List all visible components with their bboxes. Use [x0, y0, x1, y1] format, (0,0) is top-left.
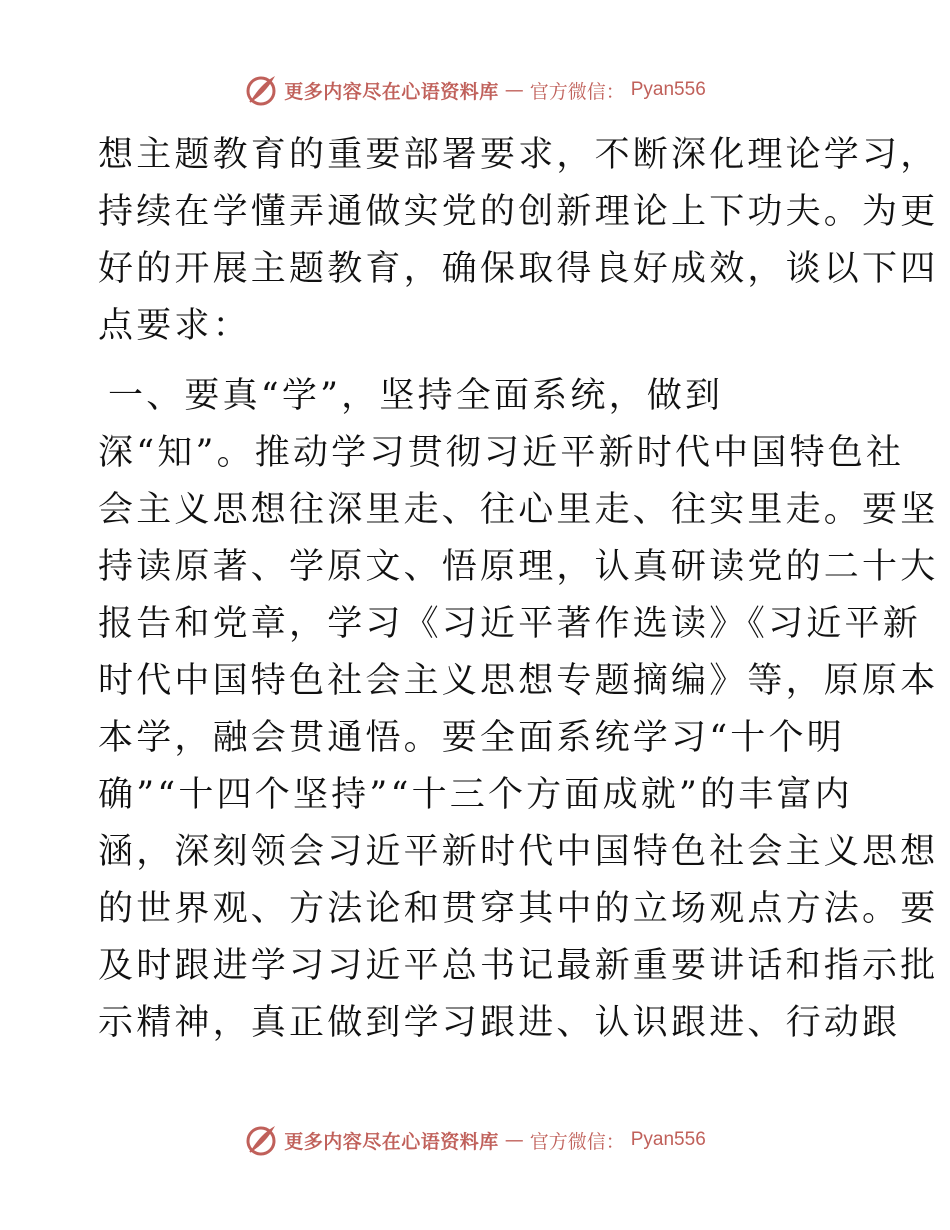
watermark-separator: — — [504, 79, 524, 101]
text-line: 示精神，真正做到学习跟进、认识跟进、行动跟 — [98, 1003, 901, 1043]
section-heading: 一、要真“学”，坚持全面系统，做到 — [108, 376, 724, 416]
text-line: 想主题教育的重要部署要求，不断深化理论学习， — [98, 135, 939, 175]
text-line: 涵，深刻领会习近平新时代中国特色社会主义思想 — [98, 832, 939, 872]
text-line: 及时跟进学习习近平总书记最新重要讲话和指示批 — [98, 946, 939, 986]
watermark-contact-label: 官方微信： — [529, 80, 625, 103]
text-line: 报告和党章，学习《习近平著作选读》《习近平新 — [98, 604, 921, 644]
text-line: 会主义思想往深里走、往心里走、往实里走。要坚 — [98, 490, 939, 530]
text-line: 深“知”。推动学习贯彻习近平新时代中国特色社 — [98, 433, 905, 473]
text-line: 好的开展主题教育，确保取得良好成效，谈以下四 — [98, 249, 939, 289]
text-line: 本学，融会贯通悟。要全面系统学习“十个明 — [98, 718, 845, 758]
watermark-contact-label: 官方微信： — [529, 1130, 625, 1153]
watermark-brand: 更多内容尽在心语资料库 — [284, 80, 499, 103]
text-line: 的世界观、方法论和贯穿其中的立场观点方法。要 — [98, 889, 939, 929]
text-line: 时代中国特色社会主义思想专题摘编》等，原原本 — [98, 661, 939, 701]
watermark-banner-bottom — [0, 1120, 950, 1160]
text-line: 确”“十四个坚持”“十三个方面成就”的丰富内 — [98, 775, 853, 815]
text-line: 持读原著、学原文、悟原理，认真研读党的二十大 — [98, 547, 939, 587]
text-line: 点要求： — [98, 306, 251, 346]
watermark-handle: Pyan556 — [630, 79, 706, 100]
document-body — [98, 127, 939, 1052]
watermark-separator: — — [504, 1129, 524, 1151]
watermark-brand: 更多内容尽在心语资料库 — [284, 1130, 499, 1153]
watermark-handle: Pyan556 — [630, 1129, 706, 1150]
quill-seal-icon — [244, 1123, 278, 1157]
quill-seal-icon — [244, 73, 278, 107]
watermark-banner-top — [0, 70, 950, 110]
text-line: 持续在学懂弄通做实党的创新理论上下功夫。为更 — [98, 192, 939, 232]
